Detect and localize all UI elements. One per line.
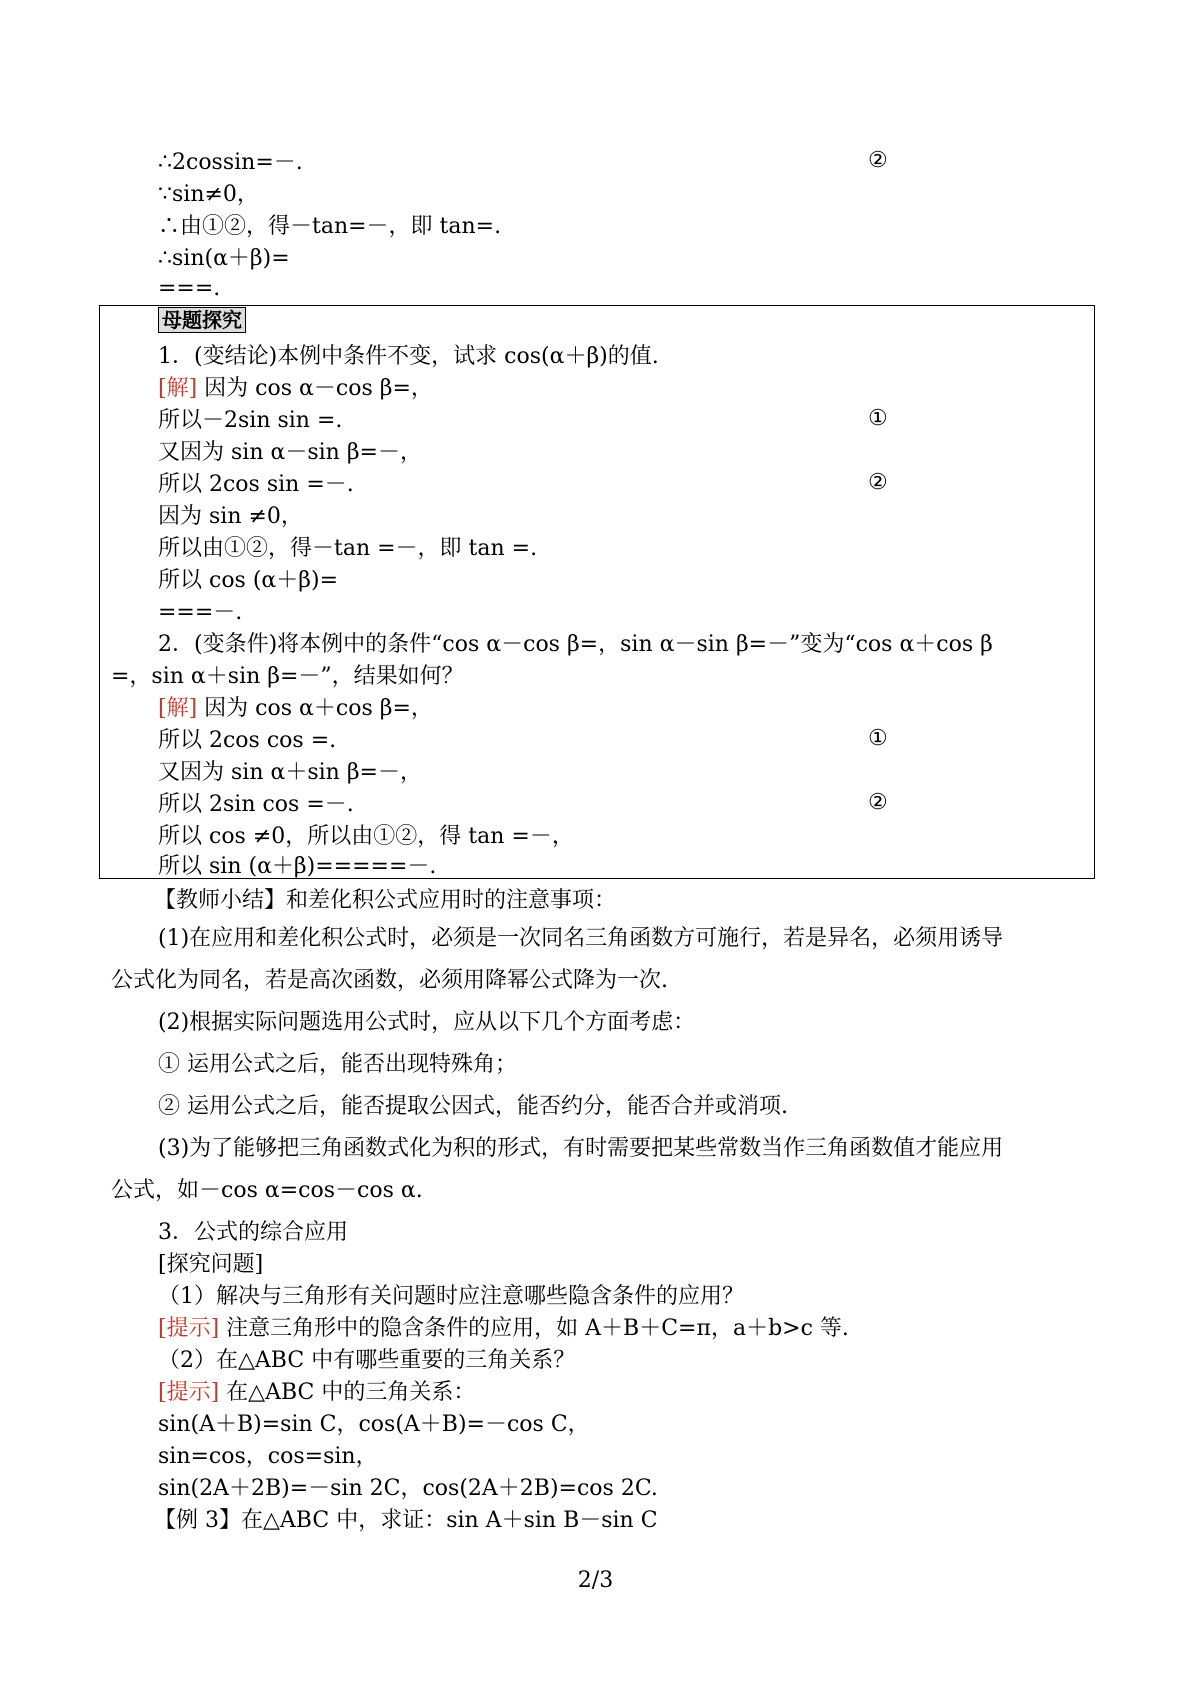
question-2: （2）在△ABC 中有哪些重要的三角关系？ — [158, 1348, 576, 1373]
solution-tag: [解] — [158, 376, 198, 401]
example-3: 【例 3】在△ABC 中，求证：sin A＋sin B－sin C — [154, 1508, 658, 1533]
variant-1-title: 1．(变结论)本例中条件不变，试求 cos(α＋β)的值. — [158, 344, 659, 369]
explore-heading: [探究问题] — [158, 1252, 264, 1277]
variant-1-line-5: 所以 2cos sin =－. — [158, 472, 354, 497]
variant-2-line-4: 又因为 sin α＋sin β=－， — [158, 760, 422, 785]
proof-line-4: ∴sin(α＋β)= — [158, 246, 290, 271]
proof-line-3: ∴由①②，得－tan=－，即 tan=. — [158, 214, 502, 239]
summary-point-1: (1)在应用和差化积公式时，必须是一次同名三角函数方可施行，若是异名，必须用诱导 — [158, 926, 1004, 951]
page-number: 2/3 — [577, 1568, 614, 1593]
equation-marker: ① — [868, 726, 888, 751]
variant-1-line-9: ===－. — [158, 600, 243, 625]
relation-3: sin(2A＋2B)=－sin 2C，cos(2A＋2B)=cos 2C. — [158, 1476, 658, 1501]
proof-line-2: ∵sin≠0， — [158, 182, 259, 207]
hint-2 — [158, 1378, 475, 1408]
variant-2-line-3: 所以 2cos cos =. — [158, 728, 337, 753]
variant-2-line-5: 所以 2sin cos =－. — [158, 792, 354, 817]
equation-marker: ② — [868, 148, 888, 173]
variant-2-title-cont: =，sin α＋sin β=－”，结果如何？ — [111, 664, 464, 689]
summary-sub-1: ① 运用公式之后，能否出现特殊角； — [158, 1052, 517, 1077]
variant-2-line-7: 所以 sin (α＋β)=====－. — [158, 854, 437, 879]
relation-2: sin=cos，cos=sin， — [158, 1444, 378, 1469]
variant-1-line-6: 因为 sin ≠0， — [158, 504, 303, 529]
variant-1-line-8: 所以 cos (α＋β)= — [158, 568, 339, 593]
solution-text: 因为 cos α－cos β=， — [204, 376, 433, 401]
box-title-tag: 母题探究 — [158, 307, 246, 333]
box-title — [158, 306, 246, 336]
variant-1-line-7: 所以由①②，得－tan =－，即 tan =. — [158, 536, 538, 561]
hint-1 — [158, 1314, 849, 1344]
variant-2-line-6: 所以 cos ≠0，所以由①②，得 tan =－， — [158, 824, 574, 849]
solution-text: 因为 cos α＋cos β=， — [204, 696, 433, 721]
relation-1: sin(A＋B)=sin C，cos(A＋B)=－cos C， — [158, 1412, 590, 1437]
variant-1-line-3: 所以－2sin sin =. — [158, 408, 343, 433]
equation-marker: ① — [868, 406, 888, 431]
hint-text: 在△ABC 中的三角关系： — [226, 1380, 476, 1405]
equation-marker: ② — [868, 790, 888, 815]
equation-marker: ② — [868, 470, 888, 495]
hint-tag: [提示] — [158, 1380, 220, 1405]
hint-tag: [提示] — [158, 1316, 220, 1341]
hint-text: 注意三角形中的隐含条件的应用，如 A＋B＋C=π，a＋b>c 等. — [226, 1316, 849, 1341]
summary-sub-2: ② 运用公式之后，能否提取公因式，能否约分，能否合并或消项. — [158, 1094, 788, 1119]
summary-title: 【教师小结】和差化积公式应用时的注意事项： — [154, 888, 617, 913]
solution-tag: [解] — [158, 696, 198, 721]
section-heading: 3．公式的综合应用 — [158, 1220, 348, 1245]
question-1: （1）解决与三角形有关问题时应注意哪些隐含条件的应用？ — [158, 1284, 744, 1309]
summary-point-1-cont: 公式化为同名，若是高次函数，必须用降幂公式降为一次. — [111, 968, 668, 993]
summary-point-2: (2)根据实际问题选用公式时，应从以下几个方面考虑： — [158, 1010, 696, 1035]
summary-point-3-cont: 公式，如－cos α=cos－cos α. — [111, 1178, 423, 1203]
variant-1-line-4: 又因为 sin α－sin β=－， — [158, 440, 422, 465]
proof-line-1: ∴2cossin=－. — [158, 150, 303, 175]
variant-2-sol-line — [158, 694, 433, 724]
variant-1-sol-line — [158, 374, 433, 404]
proof-line-5: ===. — [158, 276, 221, 301]
variant-2-title: 2．(变条件)将本例中的条件“cos α－cos β=，sin α－sin β=－”变为“cos α＋cos β — [158, 632, 993, 657]
summary-point-3: (3)为了能够把三角函数式化为积的形式，有时需要把某些常数当作三角函数值才能应用 — [158, 1136, 1004, 1161]
